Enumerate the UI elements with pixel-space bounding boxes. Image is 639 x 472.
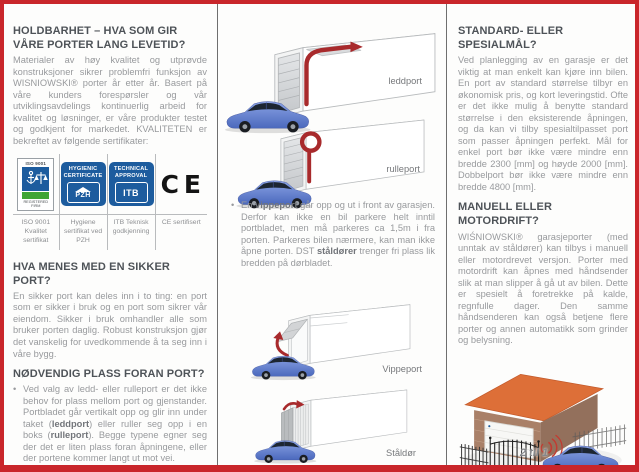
heading-standard: STANDARD- ELLER SPESIALMÅL? bbox=[458, 25, 564, 52]
paragraph-space bbox=[13, 384, 207, 465]
anchor-scales-icon bbox=[22, 167, 49, 191]
bold-rulleport: rulleport bbox=[50, 430, 89, 441]
bullet-marker: • bbox=[13, 384, 17, 395]
green-band bbox=[22, 192, 49, 199]
heading-space: NØDVENDIG PLASS FORAN PORT? bbox=[13, 368, 205, 381]
paragraph-drive: WIŚNIOWSKI® garasjeporter (med unntak av ståldører) kan tilbys i manuell eller motordrevet versjon. Porter med motordrift kan åpnes med håndsender slik at man slipper å gå ut av bilen. Dette er spesielt å foretrekke på kalde, regnfulle dager. Den samme håndsenderen kan også betjene flere porter og annen automatikk som grinder og belysning. bbox=[458, 231, 628, 346]
label-rulleport: rulleport bbox=[386, 164, 420, 174]
label-2-til-1: 2 til 1 bbox=[520, 446, 549, 459]
bold-staldorer: ståldører bbox=[316, 246, 357, 257]
label-staldor: Ståldør bbox=[386, 448, 416, 458]
cert-hygienic bbox=[60, 154, 108, 249]
label-leddport: leddport bbox=[388, 76, 422, 86]
heading-drive: MANUELL ELLER MOTORDRIFT? bbox=[458, 201, 552, 228]
paragraph-vippeport bbox=[231, 200, 435, 269]
cert-ce bbox=[156, 154, 207, 249]
certificates-table bbox=[13, 154, 207, 249]
middle-column bbox=[218, 4, 447, 465]
itb-caption: ITB Teknisk godkjenning bbox=[112, 219, 150, 236]
vippeport-text-a: En bbox=[241, 200, 256, 210]
bold-vippeport: vippeport bbox=[255, 200, 298, 210]
ce-caption: CE sertifisert bbox=[161, 219, 201, 227]
bullet-marker: • bbox=[231, 200, 235, 210]
space-text-a: Ved valg av ledd- eller rulleport er det ikke behov for plass mellom port og gjenstander. Portbladet går vertikalt opp og glir inn under taket ( bbox=[23, 384, 207, 429]
itb-approval-icon: TECHNICAL APPROVAL ITB bbox=[109, 162, 154, 206]
right-column bbox=[447, 4, 635, 465]
ce-mark-icon: CE bbox=[160, 169, 206, 199]
label-vippeport: Vippeport bbox=[382, 364, 422, 374]
vippeport-text-c: går opp og ut i front av garasjen. Derfor kan ikke en bil parkere helt inntil portbladet, men må parkeres ca 1,5m i fra porten. Parkeres bilen nærmere, kan man ikke åpne porten. DST bbox=[241, 200, 435, 257]
paragraph-secure-port: En sikker port kan deles inn i to ting: en port som er sikker i bruk og en port som sikrer vår eiendom. Sikker i bruk omhandler alle som bruker porten daglig. Robust konstruksjon gjør det vanskelig for uvedkommende å ta seg inn i våre bygg. bbox=[13, 290, 207, 359]
heading-durability: HOLDBARHET – HVA SOM GIR VÅRE PORTER LANG LEVETID? bbox=[13, 25, 186, 52]
bold-leddport: leddport bbox=[51, 418, 90, 429]
space-text-c: ) eller ruller seg opp i en boks ( bbox=[23, 418, 207, 441]
vippeport-text-e: trenger fri plass lik bredden på dørbladet. bbox=[241, 246, 435, 268]
paragraph-durability: Materialer av høy kvalitet og utprøvde konstruksjoner sikrer problemfri funksjon av WISNIOWSKI® porter år etter år. Basert på våre kunders forespørsler og vår utviklingsavdelings kontinuerlig arbeid for kvalitet og løsninger, er våre produkter testet og godkjent for markedet. KVALITETEN er bekreftet av følgende sertifikater: bbox=[13, 55, 207, 146]
cert-iso9001 bbox=[13, 154, 60, 249]
rulleport-illustration bbox=[222, 98, 442, 216]
cert-itb bbox=[108, 154, 156, 249]
hygienic-caption: Hygiene sertifikat ved PZH bbox=[63, 219, 103, 244]
space-text-e: ). Begge typene egner seg der det er liten plass foran åpningene, eller der portene kommer langt ut mot vei. bbox=[23, 430, 207, 464]
iso9001-logo-icon: ISO 9001 REGISTERED FIRM bbox=[17, 158, 54, 211]
left-column bbox=[4, 4, 218, 465]
iso9001-caption: ISO 9001 Kvalitet sertifikat bbox=[21, 219, 51, 244]
heading-secure-port: HVA MENES MED EN SIKKER PORT? bbox=[13, 260, 170, 287]
remote-control-illustration bbox=[458, 359, 628, 472]
hygienic-certificate-icon: HYGIENIC CERTIFICATE PZH bbox=[61, 162, 106, 206]
paragraph-standard: Ved planlegging av en garasje er det viktig at man enkelt kan kjøre inn bilen. En port av standard størrelse tilbyr en økonomisk pris, og kort leveringstid. Ofte er det ikke mulig å benytte standard størrelse i den eksisterende åpningen, og da kan vi tilby spesialtilpasset port som passer åpningen perfekt. Mål for enkel port bør ikke være mindre enn bredde 2300 [mm] og høyde 2000 [mm]. Dobbelport bør ikke være mindre enn bredde 4800 [mm]. bbox=[458, 55, 628, 192]
